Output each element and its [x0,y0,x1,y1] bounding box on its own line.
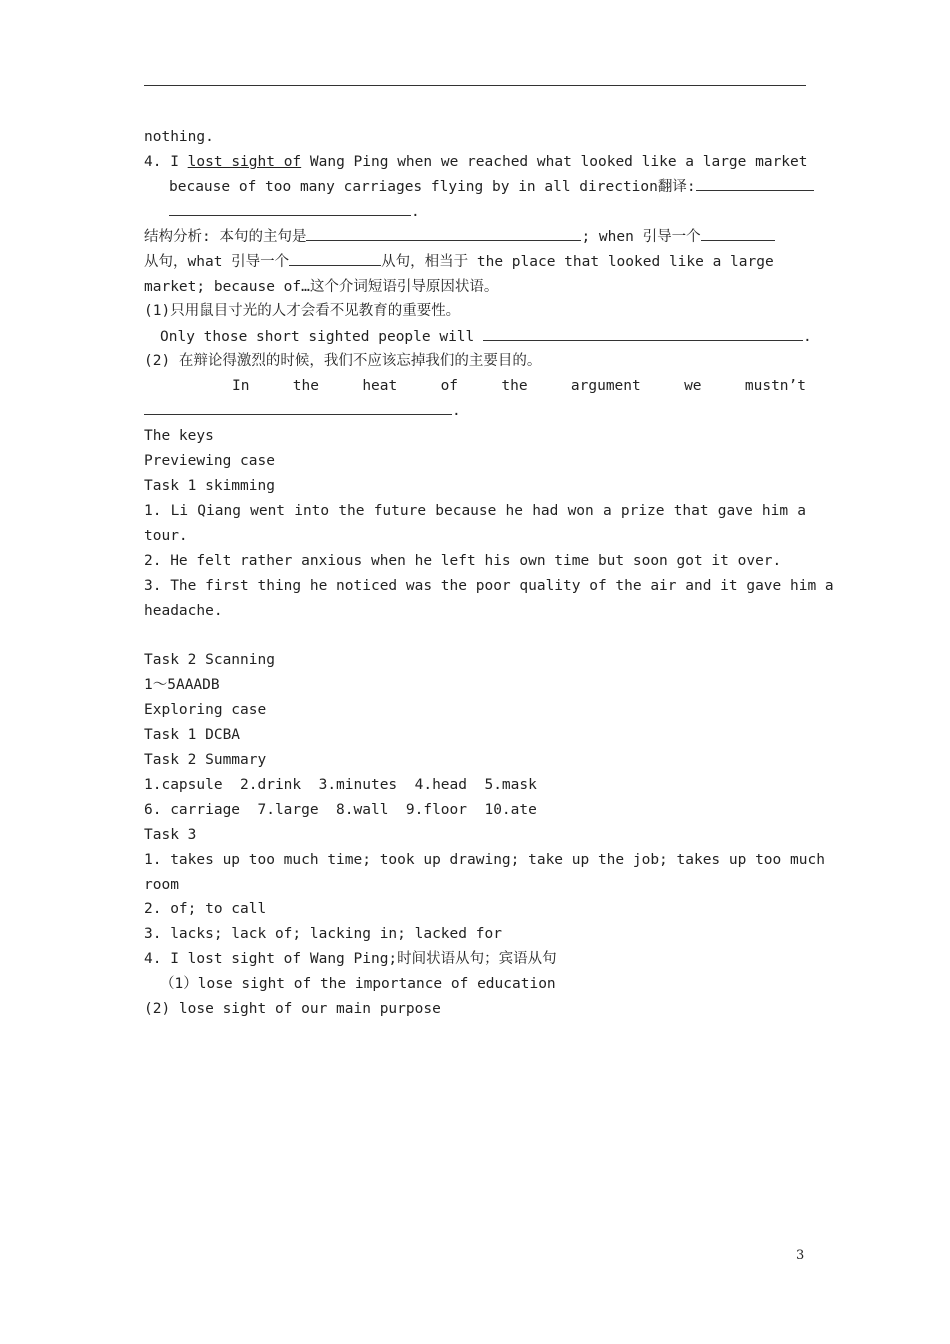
task-heading: Task 2 Scanning [144,652,275,668]
word: argument [570,378,641,394]
answer-line: 3. The first thing he noticed was the poor quality of the air and it gave him a [144,578,834,594]
task-heading: Task 3 [144,827,197,843]
question-4-line-3 [169,202,806,222]
question-number: 4. [144,154,162,170]
answer-blank[interactable] [701,227,775,241]
sentence-text: Wang Ping when we reached what looked like a large market [309,154,808,170]
answer-line: headache. [144,603,223,619]
analysis-lead: 结构分析: 本句的主句是 [144,229,307,245]
word: mustn’t [744,378,806,394]
end-mark: . [803,329,812,345]
question-4-line-2 [169,177,806,197]
header-rule [144,85,806,86]
answer-line: 1. takes up too much time; took up drawing; take up the job; takes up too much [144,852,825,868]
subject-text: I [170,154,179,170]
answer-line: (2) lose sight of our main purpose [144,1001,441,1017]
answer-blank[interactable] [144,401,452,415]
analysis-line-2 [144,252,806,272]
analysis-text: 从句，what 引导一个 [144,254,290,270]
key-phrase: lost sight of [187,154,302,170]
task-heading: Task 1 skimming [144,478,275,494]
task-heading: Task 2 Summary [144,752,267,768]
task-heading: Task 1 DCBA [144,727,241,743]
word: the [292,378,319,394]
exercise-1-english [160,327,822,347]
exercise-2-chinese: (2) 在辩论得激烈的时候，我们不应该忘掉我们的主要目的。 [144,353,542,369]
keys-title: The keys [144,428,214,444]
word: we [684,378,702,394]
answer-line: 6. carriage 7.large 8.wall 9.floor 10.ate [144,802,537,818]
analysis-when: ; when 引导一个 [581,229,701,245]
answer-blank[interactable] [306,227,581,241]
section-heading: Previewing case [144,453,275,469]
answer-line: 2. He felt rather anxious when he left his own time but soon got it over. [144,553,782,569]
text-line: nothing. [144,129,214,145]
analysis-line-1 [144,227,806,247]
word: In [232,378,250,394]
exercise-text: Only those short sighted people will [160,329,475,345]
analysis-line-3: market; because of…这个介词短语引导原因状语。 [144,279,499,295]
word: of [440,378,459,394]
answer-blank[interactable] [289,252,381,266]
answer-line: 3. lacks; lack of; lacking in; lacked for [144,926,502,942]
word: the [501,378,528,394]
answer-line: 1. Li Qiang went into the future because he had won a prize that gave him a [144,503,806,519]
exercise-2-blank-line [144,401,806,421]
end-mark: . [452,403,461,419]
answer-line: （1）lose sight of the importance of education [160,976,556,992]
answer-line: room [144,877,179,893]
answer-blank[interactable] [696,177,814,191]
word: heat [362,378,398,394]
translate-label: 翻译: [657,179,696,195]
page-number: 3 [796,1248,805,1263]
answer-line: 1～5AAADB [144,677,220,693]
exercise-1-chinese: (1)只用鼠目寸光的人才会看不见教育的重要性。 [144,303,461,319]
exercise-2-english [232,376,806,396]
answer-blank[interactable] [169,202,411,216]
analysis-text: 从句，相当于 the place that looked like a large [381,254,774,270]
answer-blank[interactable] [483,327,803,341]
answer-line: tour. [144,528,188,544]
answer-line: 1.capsule 2.drink 3.minutes 4.head 5.mask [144,777,537,793]
section-heading: Exploring case [144,702,267,718]
end-mark: . [411,204,420,220]
answer-line: 4. I lost sight of Wang Ping;时间状语从句；宾语从句 [144,951,557,967]
question-4-line-1 [144,152,806,172]
sentence-text: because of too many carriages flying by in all direction [169,179,658,195]
answer-line: 2. of; to call [144,901,267,917]
